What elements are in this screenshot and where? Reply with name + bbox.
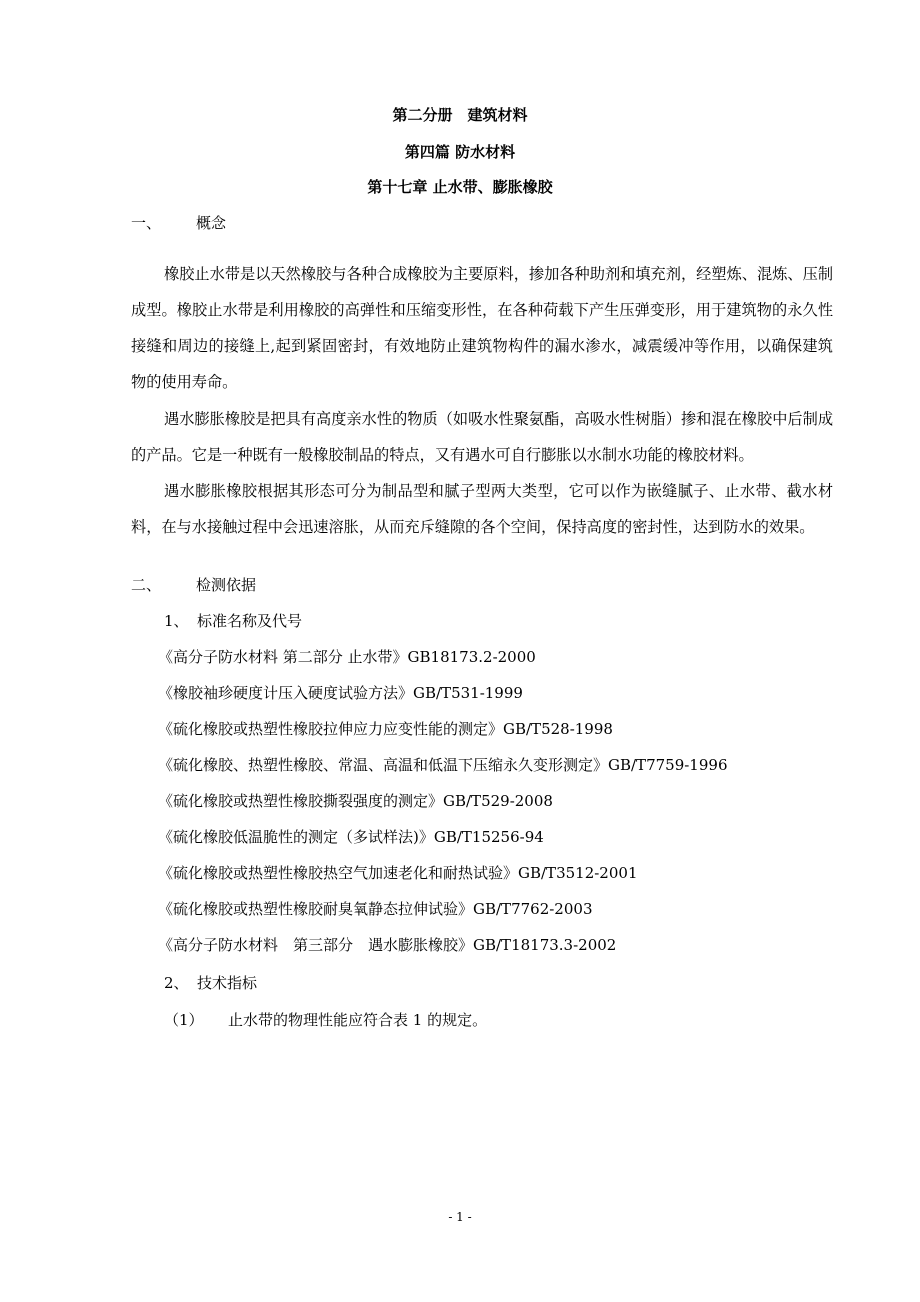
section-heading-concept: [131, 213, 226, 233]
technical-item-1: [164, 1010, 487, 1030]
list-item: 《硫化橡胶或热塑性橡胶拉伸应力应变性能的测定》GB/T528-1998: [158, 720, 613, 738]
list-item: 《硫化橡胶或热塑性橡胶热空气加速老化和耐热试验》GB/T3512-2001: [158, 864, 638, 882]
section-title: 检测依据: [196, 576, 257, 594]
item-text: 止水带的物理性能应符合表 1 的规定。: [228, 1011, 488, 1029]
part-title: 第四篇 防水材料: [404, 143, 516, 161]
paragraph-swelling-types: 遇水膨胀橡胶根据其形态可分为制品型和腻子型两大类型，它可以作为嵌缝腻子、止水带、截水材料，在与水接触过程中会迅速溶胀，从而充斥缝隙的各个空间，保持高度的密封性，达到防水的效果。: [131, 482, 833, 537]
list-item: 《硫化橡胶低温脆性的测定（多试样法)》GB/T15256-94: [158, 828, 544, 846]
standards-list: [158, 647, 727, 971]
subsection-number: 2、: [164, 974, 189, 992]
section-number: 一、: [131, 214, 162, 232]
list-item: 《硫化橡胶或热塑性橡胶撕裂强度的测定》GB/T529-2008: [158, 792, 553, 810]
subsection-title: 技术指标: [197, 974, 258, 992]
section-title: 概念: [196, 214, 227, 232]
list-item: 《硫化橡胶或热塑性橡胶耐臭氧静态拉伸试验》GB/T7762-2003: [158, 900, 593, 918]
subsection-number: 1、: [164, 612, 189, 630]
list-item: 《高分子防水材料 第二部分 止水带》GB18173.2-2000: [158, 648, 536, 666]
chapter-title: 第十七章 止水带、膨胀橡胶: [367, 178, 553, 196]
volume-title: 第二分册 建筑材料: [392, 106, 528, 124]
item-number: （1）: [164, 1011, 204, 1029]
paragraph-waterstop: 橡胶止水带是以天然橡胶与各种合成橡胶为主要原料，掺加各种助剂和填充剂，经塑炼、混炼、压制成型。橡胶止水带是利用橡胶的高弹性和压缩变形性，在各种荷载下产生压弹变形，用于建筑物的永久性接缝和周边的接缝上,起到紧固密封，有效地防止建筑物构件的漏水渗水，减震缓冲等作用，以确保建筑物的使用寿命。: [131, 265, 833, 392]
list-item: 《高分子防水材料 第三部分 遇水膨胀橡胶》GB/T18173.3-2002: [158, 936, 617, 954]
section-number: 二、: [131, 576, 162, 594]
subsection-heading-standards: [164, 611, 302, 631]
paragraph-swelling-rubber: 遇水膨胀橡胶是把具有高度亲水性的物质（如吸水性聚氨酯，高吸水性树脂）掺和混在橡胶中后制成的产品。它是一种既有一般橡胶制品的特点，又有遇水可自行膨胀以水制水功能的橡胶材料。: [131, 410, 833, 465]
page-number: - 1 -: [448, 1210, 472, 1224]
section-heading-test-basis: [131, 575, 256, 595]
subsection-heading-technical-indicators: [164, 973, 257, 993]
list-item: 《橡胶袖珍硬度计压入硬度试验方法》GB/T531-1999: [158, 684, 523, 702]
subsection-title: 标准名称及代号: [197, 612, 303, 630]
list-item: 《硫化橡胶、热塑性橡胶、常温、高温和低温下压缩永久变形测定》GB/T7759-1996: [158, 756, 728, 774]
